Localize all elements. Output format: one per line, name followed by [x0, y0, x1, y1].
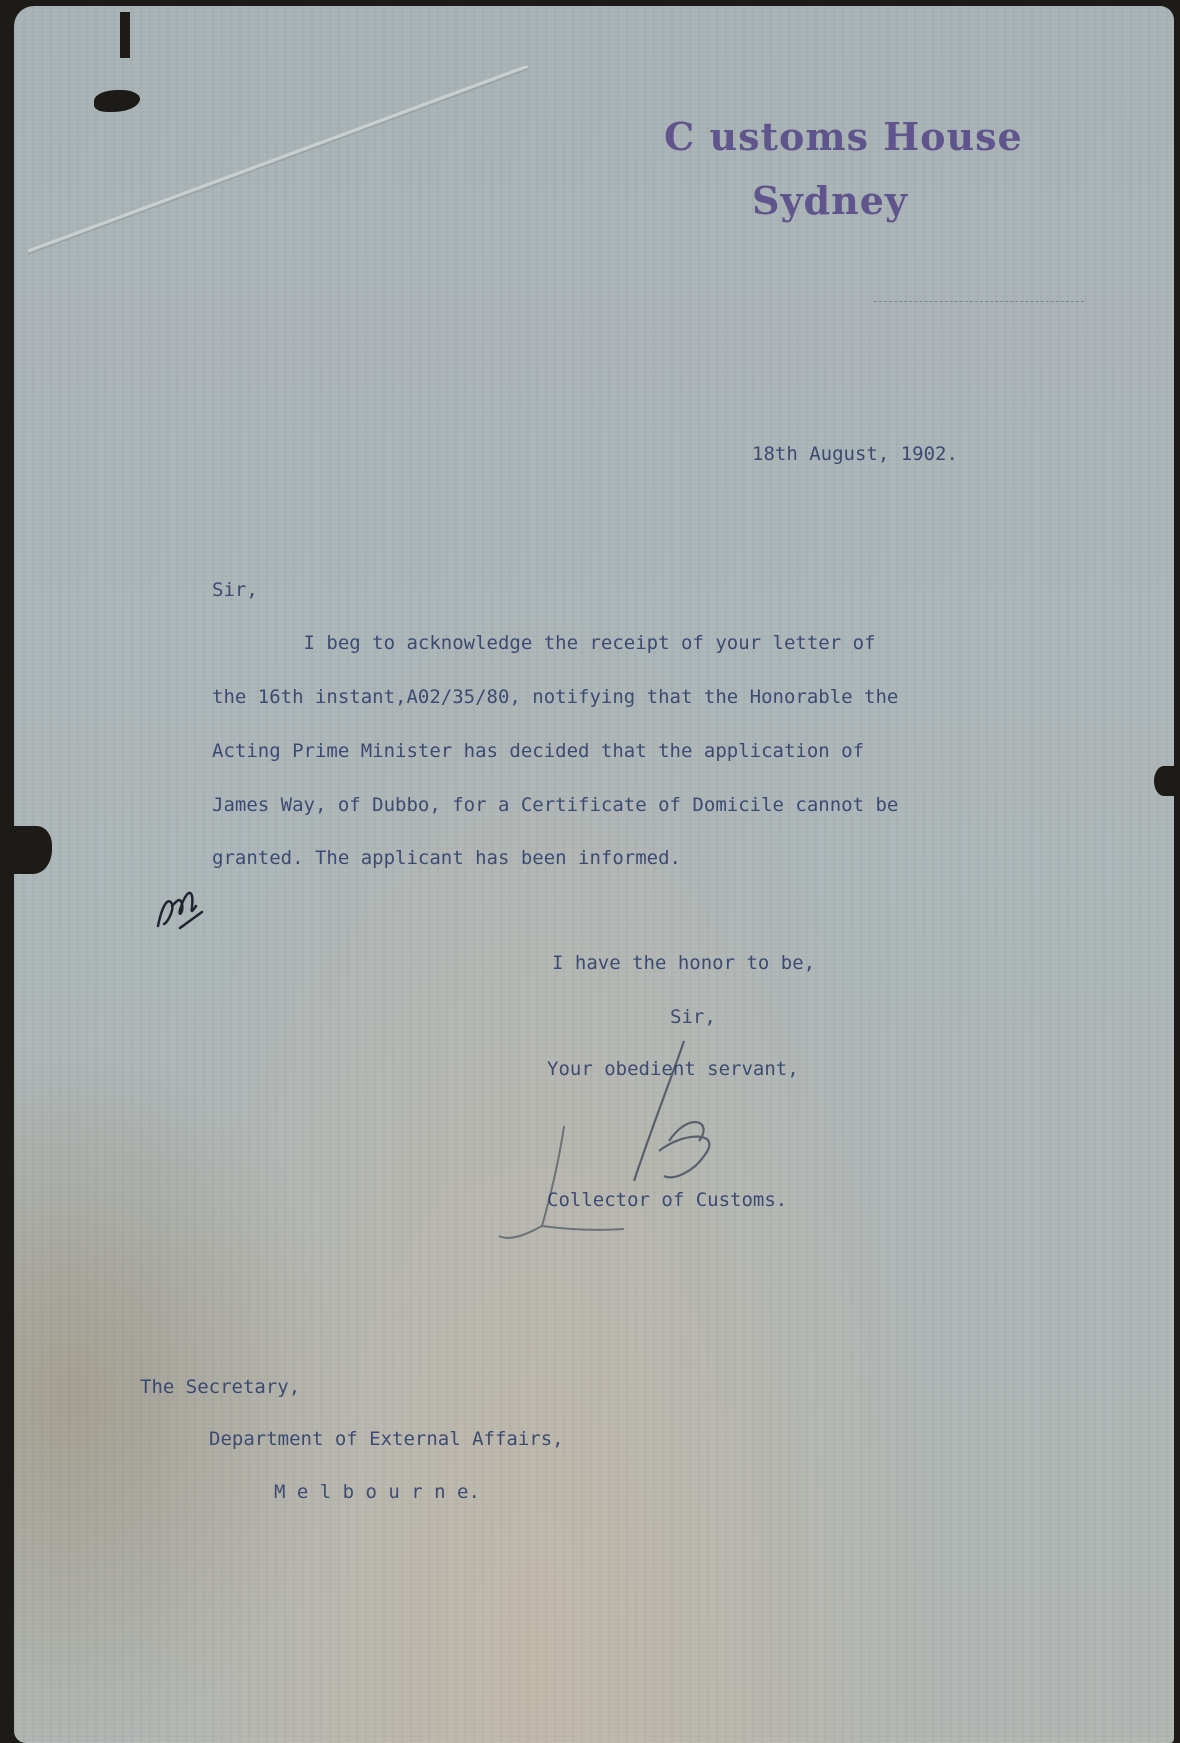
signatory-title: Collector of Customs.: [547, 1189, 788, 1211]
body-line-1: I beg to acknowledge the receipt of your letter of: [212, 632, 876, 654]
closing-line-3: Your obedient servant,: [547, 1058, 799, 1080]
body-line-3: Acting Prime Minister has decided that the application of: [212, 740, 865, 762]
closing-line-1: I have the honor to be,: [552, 952, 816, 974]
salutation: Sir,: [212, 579, 258, 601]
marginal-initials: [150, 866, 220, 936]
torn-notch-upper: [120, 12, 130, 58]
body-line-4: James Way, of Dubbo, for a Certificate of Domicile cannot be: [212, 794, 899, 816]
torn-notch-right: [1154, 766, 1174, 796]
letter-date: 18th August, 1902.: [752, 443, 958, 465]
torn-notch-left: [14, 826, 52, 874]
stamp-customs-house: C ustoms House: [664, 114, 1023, 159]
signature: [484, 1031, 794, 1251]
letter-page: [14, 6, 1174, 1743]
body-line-5: granted. The applicant has been informed.: [212, 847, 681, 869]
addressee-line-2: Department of External Affairs,: [209, 1428, 564, 1450]
stamp-sydney: Sydney: [752, 178, 908, 223]
addressee-line-1: The Secretary,: [140, 1376, 301, 1398]
addressee-line-3: M e l b o u r n e.: [274, 1481, 480, 1503]
stamp-underline: [874, 301, 1084, 302]
body-line-2: the 16th instant,A02/35/80, notifying that the Honorable the: [212, 686, 899, 708]
closing-line-2: Sir,: [670, 1006, 716, 1028]
